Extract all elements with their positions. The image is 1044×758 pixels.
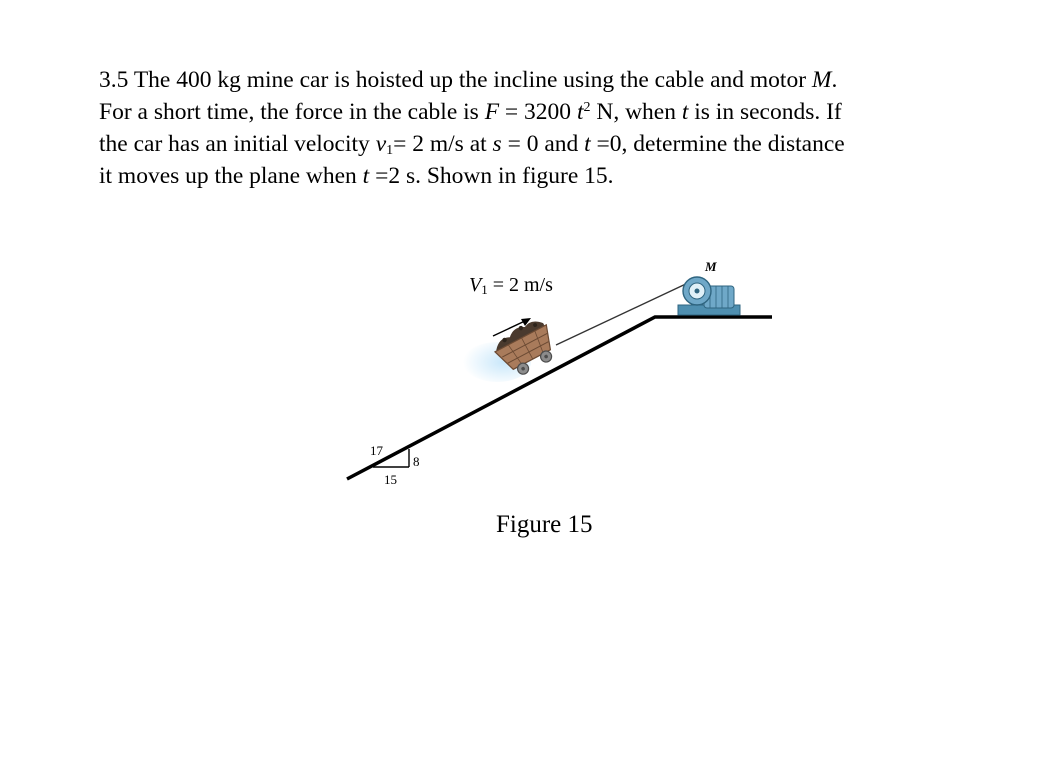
text-segment: =2 s. Shown in figure 15. [369, 163, 614, 189]
velocity-subscript: 1 [481, 282, 488, 297]
problem-line-1 [99, 64, 999, 96]
time-symbol: t [362, 163, 370, 189]
slope-triangle [370, 443, 420, 487]
problem-statement [99, 64, 999, 192]
incline-surface [347, 317, 772, 479]
text-segment: 3.5 The 400 kg mine car is hoisted up the incline using the cable and motor [99, 67, 812, 93]
time-symbol: t [584, 131, 591, 157]
velocity-value: = 2 m/s [487, 274, 553, 296]
cable [556, 282, 690, 345]
text-segment: For a short time, the force in the cable is [99, 99, 485, 125]
text-segment: = 3200 [499, 99, 577, 125]
text-segment: it moves up the plane when [99, 163, 363, 189]
figure-caption: Figure 15 [496, 511, 593, 538]
text-segment: = 2 m/s at [393, 131, 493, 157]
text-segment: . [831, 67, 838, 93]
force-symbol: F [484, 99, 500, 125]
problem-line-2 [99, 96, 999, 128]
motion-blur [463, 342, 531, 382]
time-symbol: t [576, 99, 584, 125]
text-segment: is in seconds. If [688, 99, 842, 125]
slope-hypotenuse-label: 17 [370, 443, 383, 458]
text-segment: N, when [590, 99, 682, 125]
mine-car [490, 315, 562, 382]
position-symbol: s [492, 131, 502, 157]
motor-symbol: M [811, 67, 832, 93]
velocity-arrow [493, 318, 531, 336]
motor [678, 277, 740, 315]
velocity-symbol: V [469, 274, 482, 296]
exponent: 2 [583, 100, 591, 115]
subscript: 1 [386, 143, 394, 158]
velocity-label [469, 274, 553, 297]
motor-label: M [705, 259, 717, 274]
slope-run-label: 15 [384, 472, 397, 487]
text-segment: = 0 and [501, 131, 585, 157]
wheel-icon [516, 361, 531, 376]
wheel-icon [539, 349, 554, 364]
motor-drum-icon [683, 277, 711, 305]
text-segment: the car has an initial velocity [99, 131, 376, 157]
problem-line-3 [99, 128, 999, 160]
time-symbol: t [681, 99, 689, 125]
velocity-symbol: v [375, 131, 387, 157]
slope-rise-label: 8 [413, 454, 420, 469]
text-segment: =0, determine the distance [590, 131, 845, 157]
problem-line-4 [99, 160, 999, 192]
